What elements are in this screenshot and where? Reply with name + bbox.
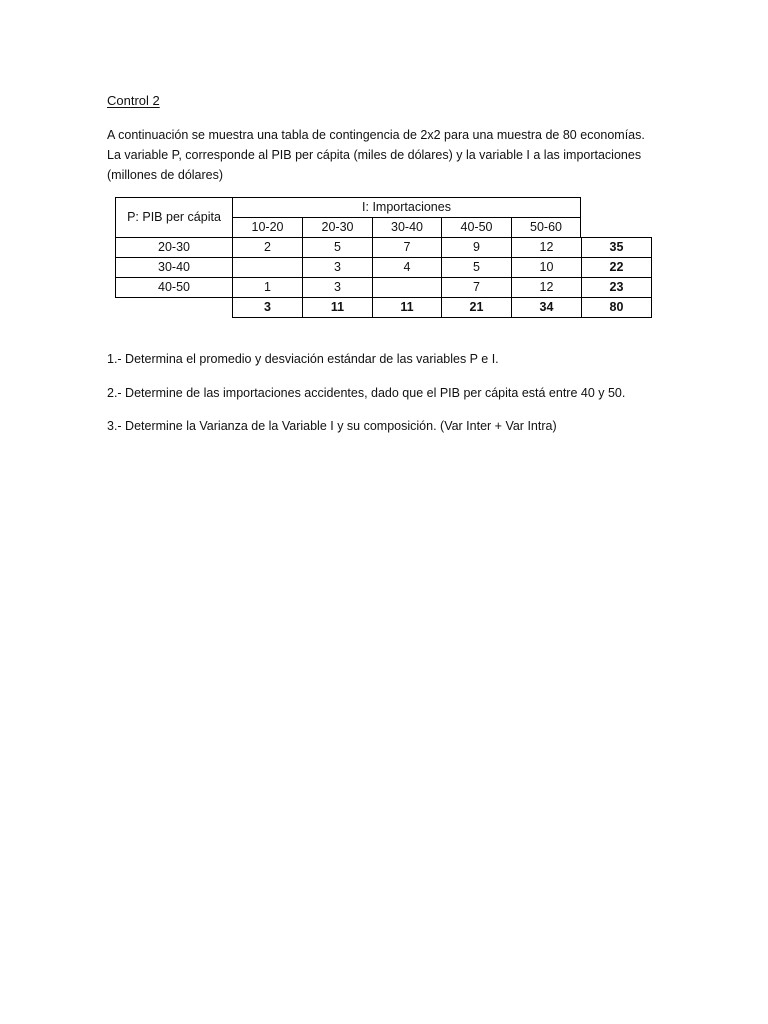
question-2: 2.- Determine de las importaciones accidentes, dado que el PIB per cápita está entre 40 y 50.	[107, 386, 626, 400]
row-label: 30-40	[115, 257, 233, 278]
table-cell: 3	[302, 257, 373, 278]
column-total: 11	[302, 297, 373, 318]
document-title: Control 2	[107, 93, 160, 108]
intro-line: (millones de dólares)	[107, 168, 224, 182]
table-cell: 10	[511, 257, 582, 278]
column-total: 3	[232, 297, 303, 318]
table-cell: 9	[441, 237, 512, 258]
column-label: 50-60	[511, 217, 581, 238]
column-label: 20-30	[302, 217, 373, 238]
table-cell: 3	[302, 277, 373, 298]
table-cell: 7	[372, 237, 442, 258]
table-cell: 1	[232, 277, 303, 298]
intro-line: La variable P, corresponde al PIB per cápita (miles de dólares) y la variable I a las importaciones	[107, 148, 642, 162]
table-cell: 12	[511, 237, 582, 258]
column-total: 21	[441, 297, 512, 318]
row-total: 22	[581, 257, 652, 278]
table-cell: 2	[232, 237, 303, 258]
table-cell	[232, 257, 303, 278]
intro-paragraph	[107, 125, 667, 185]
row-header: P: PIB per cápita	[115, 197, 233, 238]
column-label: 10-20	[232, 217, 303, 238]
column-total: 11	[372, 297, 442, 318]
question-1: 1.- Determina el promedio y desviación estándar de las variables P e I.	[107, 352, 499, 366]
row-label: 20-30	[115, 237, 233, 258]
column-group-header: I: Importaciones	[232, 197, 581, 218]
table-cell	[372, 277, 442, 298]
table-cell: 7	[441, 277, 512, 298]
table-cell: 5	[302, 237, 373, 258]
column-total: 34	[511, 297, 582, 318]
row-total: 23	[581, 277, 652, 298]
table-cell: 5	[441, 257, 512, 278]
row-label: 40-50	[115, 277, 233, 298]
table-cell: 12	[511, 277, 582, 298]
grand-total: 80	[581, 297, 652, 318]
table-cell: 4	[372, 257, 442, 278]
column-label: 40-50	[441, 217, 512, 238]
row-total: 35	[581, 237, 652, 258]
intro-line: A continuación se muestra una tabla de contingencia de 2x2 para una muestra de 80 economías.	[107, 128, 645, 142]
question-3: 3.- Determine la Varianza de la Variable I y su composición. (Var Inter + Var Intra)	[107, 419, 557, 433]
column-label: 30-40	[372, 217, 442, 238]
